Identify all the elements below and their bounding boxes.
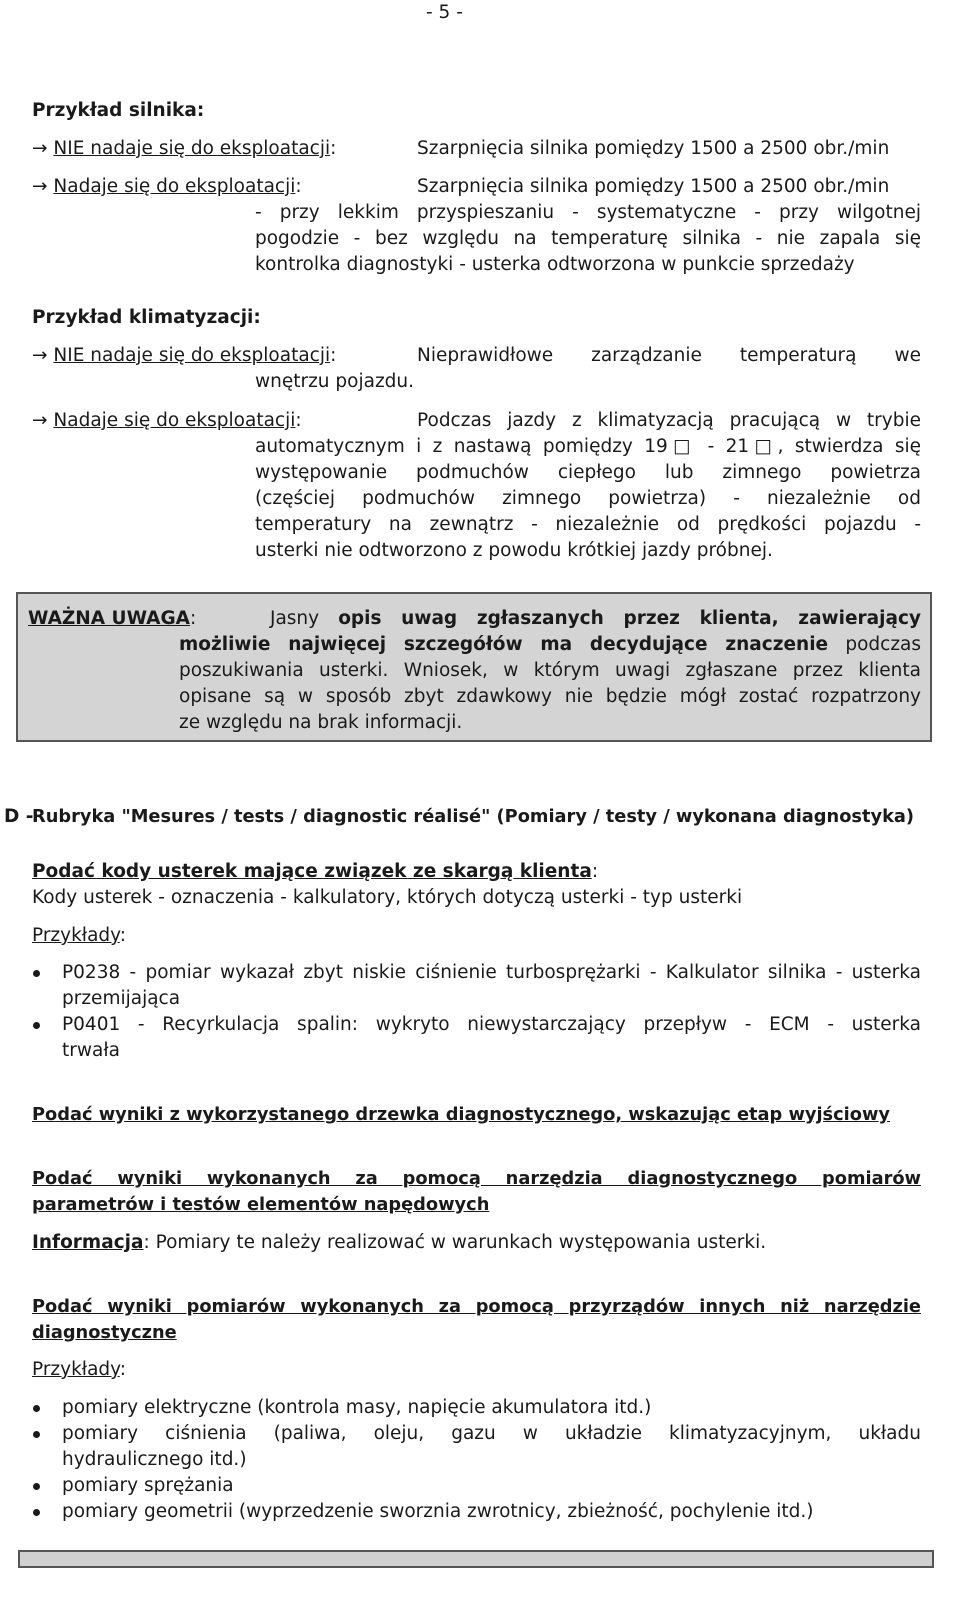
- note-label-row: [28, 608, 196, 629]
- engine-nie-row: [32, 138, 336, 159]
- arrow-right-icon: →: [32, 410, 48, 431]
- arrow-right-icon: →: [32, 345, 48, 366]
- measure-item-4: pomiary geometrii (wyprzedzenie sworznia zwrotnicy, zbieżność, pochylenie itd.): [62, 1501, 814, 1522]
- note-label: WAŻNA UWAGA: [28, 608, 190, 629]
- page-number: - 5 -: [426, 2, 463, 23]
- section-d-title: Rubryka "Mesures / tests / diagnostic réalisé" (Pomiary / testy / wykonana diagnostyka): [32, 806, 915, 827]
- engine-nie-text: Szarpnięcia silnika pomiędzy 1500 a 2500 obr./min: [417, 138, 890, 159]
- ac-heading: Przykład klimatyzacji:: [32, 307, 261, 328]
- bullet-icon: [33, 1483, 40, 1490]
- other-heading-line-2: diagnostyczne: [32, 1322, 177, 1343]
- code-item-1-line-1: P0238 - pomiar wykazał zbyt niskie ciśnienie turbosprężarki - Kalkulator silnika - usterka: [62, 962, 921, 983]
- ac-tak-line-1: Podczas jazdy z klimatyzacją pracującą w trybie: [417, 410, 921, 431]
- ac-nie-label: NIE nadaje się do eksploatacji: [53, 345, 331, 366]
- measure-item-1: pomiary elektryczne (kontrola masy, napięcie akumulatora itd.): [62, 1397, 652, 1418]
- engine-tak-line-2: pogodzie - bez względu na temperaturę silnika - nie zapala się: [255, 228, 921, 249]
- engine-tak-text: Szarpnięcia silnika pomiędzy 1500 a 2500 obr./min: [417, 176, 890, 197]
- examples-colon: :: [119, 925, 126, 946]
- ac-tak-label: Nadaje się do eksploatacji: [53, 410, 296, 431]
- engine-tak-label: Nadaje się do eksploatacji: [53, 176, 296, 197]
- bullet-icon: [33, 1022, 40, 1029]
- measure-item-2-line-2: hydraulicznego itd.): [62, 1449, 247, 1470]
- arrow-right-icon: →: [32, 176, 48, 197]
- bottom-shaded-box: [18, 1550, 934, 1568]
- engine-nie-label: NIE nadaje się do eksploatacji: [53, 138, 331, 159]
- ac-tak-line-2: automatycznym i z nastawą pomiędzy 19□ - 21□, stwierdza się: [255, 436, 921, 457]
- engine-tak-colon: :: [295, 176, 302, 197]
- examples2-label-row: [32, 1359, 126, 1380]
- ac-nie-colon: :: [330, 345, 337, 366]
- codes-heading-row: [32, 861, 598, 882]
- bullet-icon: [33, 970, 40, 977]
- arrow-right-icon: →: [32, 138, 48, 159]
- code-item-2-line-1: P0401 - Recyrkulacja spalin: wykryto niewystarczający przepływ - ECM - usterka: [62, 1014, 921, 1035]
- tree-heading: Podać wyniki z wykorzystanego drzewka diagnostycznego, wskazując etap wyjściowy: [32, 1104, 891, 1125]
- ac-tak-line-5: temperatury na zewnątrz - niezależnie od prędkości pojazdu -: [255, 514, 921, 535]
- note-line-1-bold: opis uwag zgłaszanych przez klienta, zawierający: [338, 608, 921, 629]
- code-item-2-line-2: trwała: [62, 1040, 120, 1061]
- bullet-icon: [33, 1431, 40, 1438]
- codes-heading: Podać kody usterek mające związek ze skargą klienta: [32, 861, 592, 882]
- measure-item-3: pomiary sprężania: [62, 1475, 234, 1496]
- ac-tak-row: [32, 410, 302, 431]
- ac-tak-line-6: usterki nie odtworzono z powodu krótkiej jazdy próbnej.: [255, 540, 773, 561]
- codes-heading-colon: :: [591, 861, 599, 882]
- examples-label: Przykłady: [32, 925, 120, 946]
- bullet-icon: [33, 1405, 40, 1412]
- note-line-2-tail: podczas: [828, 634, 922, 655]
- note-line-3: poszukiwania usterki. Wniosek, w którym uwagi zgłaszane przez klienta: [179, 660, 921, 681]
- note-line-5: ze względu na brak informacji.: [179, 712, 463, 733]
- tool-heading-line-2: parametrów i testów elementów napędowych: [32, 1194, 490, 1215]
- examples2-label: Przykłady: [32, 1359, 120, 1380]
- note-line-2: [179, 634, 921, 655]
- code-item-1-line-2: przemijająca: [62, 988, 181, 1009]
- ac-nie-row: [32, 345, 336, 366]
- examples2-colon: :: [119, 1359, 126, 1380]
- note-label-colon: :: [189, 608, 197, 629]
- note-line-2-bold: możliwie najwięcej szczegółów ma decydujące znaczenie: [179, 634, 829, 655]
- engine-tak-row: [32, 176, 302, 197]
- tool-heading-line-1: Podać wyniki wykonanych za pomocą narzędzia diagnostycznego pomiarów: [32, 1168, 921, 1189]
- info-row: [32, 1232, 766, 1253]
- ac-tak-colon: :: [295, 410, 302, 431]
- info-label: Informacja: [32, 1232, 144, 1253]
- engine-nie-colon: :: [330, 138, 337, 159]
- other-heading-line-1: Podać wyniki pomiarów wykonanych za pomocą przyrządów innych niż narzędzie: [32, 1296, 921, 1317]
- ac-nie-line-2: wnętrzu pojazdu.: [255, 371, 415, 392]
- examples-label-row: [32, 925, 126, 946]
- ac-nie-line-1: Nieprawidłowe zarządzanie temperaturą we: [417, 345, 921, 366]
- note-line-4: opisane są w sposób zbyt zdawkowy nie będzie mógł zostać rozpatrzony: [179, 686, 921, 707]
- ac-tak-line-3: występowanie podmuchów ciepłego lub zimnego powietrza: [255, 462, 921, 483]
- measure-item-2-line-1: pomiary ciśnienia (paliwa, oleju, gazu w układzie klimatyzacyjnym, układu: [62, 1423, 921, 1444]
- info-text: : Pomiary te należy realizować w warunkach występowania usterki.: [143, 1232, 767, 1253]
- bullet-icon: [33, 1509, 40, 1516]
- ac-tak-line-4: (częściej podmuchów zimnego powietrza) - niezależnie od: [255, 488, 921, 509]
- engine-tak-line-1: - przy lekkim przyspieszaniu - systematyczne - przy wilgotnej: [255, 202, 921, 223]
- engine-heading: Przykład silnika:: [32, 100, 205, 121]
- section-d-prefix: D -: [4, 806, 34, 827]
- note-line-1-lead: Jasny: [270, 608, 339, 629]
- note-line-1: [270, 608, 921, 629]
- engine-tak-line-3: kontrolka diagnostyki - usterka odtworzona w punkcie sprzedaży: [255, 254, 855, 275]
- codes-description: Kody usterek - oznaczenia - kalkulatory, których dotyczą usterki - typ usterki: [32, 887, 743, 908]
